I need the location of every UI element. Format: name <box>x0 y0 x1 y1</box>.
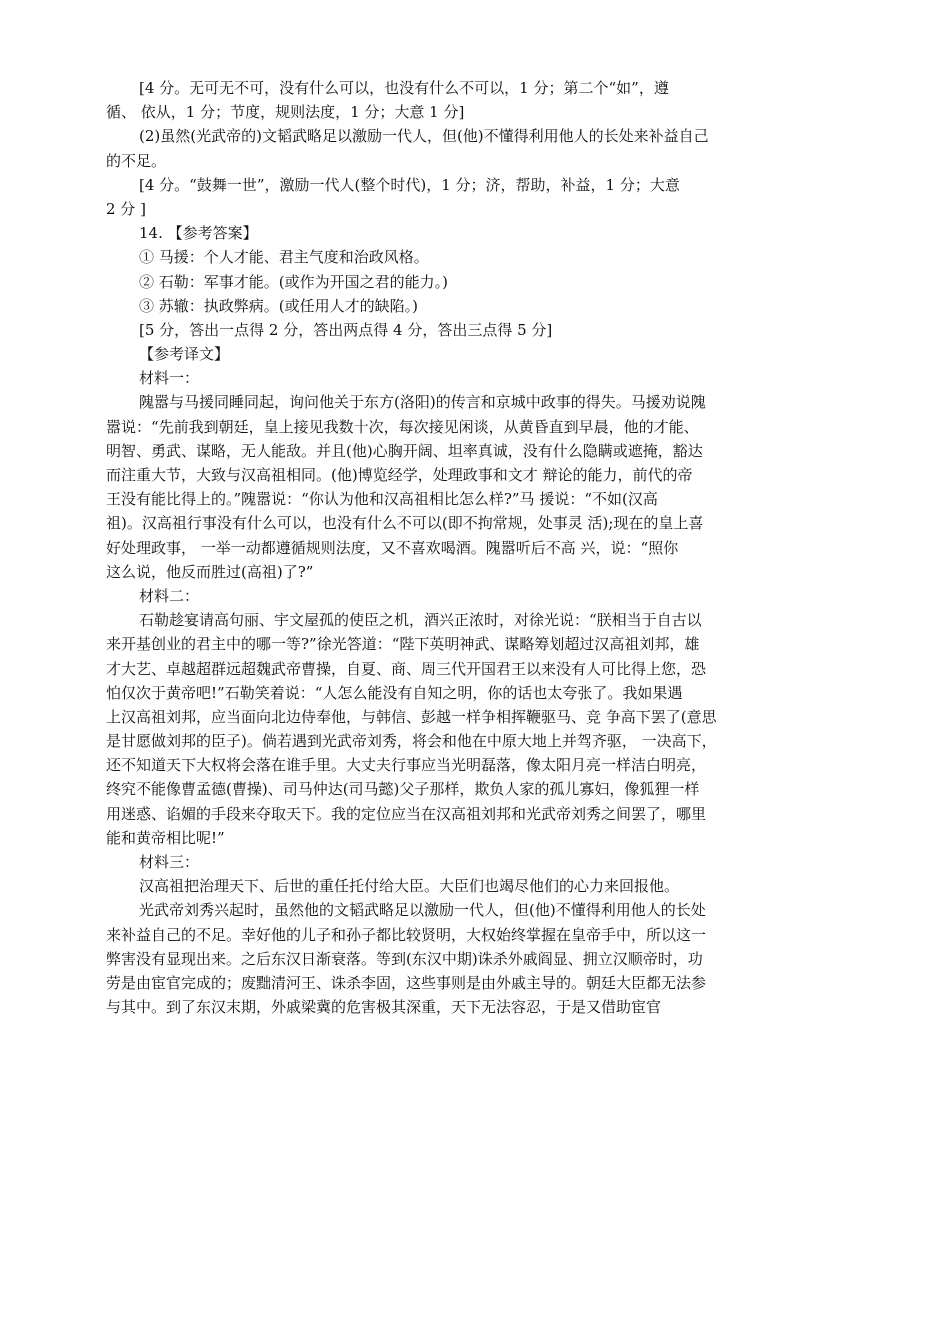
text-line: 而注重大节，大致与汉高祖相同。(他)博览经学，处理政事和文才 辩论的能力，前代的帝 <box>106 466 693 484</box>
text-line: 祖)。汉高祖行事没有什么可以，也没有什么不可以(即不拘常规，处事灵 活);现在的皇上喜 <box>106 514 704 533</box>
text-line: ② 石勒：军事才能。(或作为开国之君的能力。) <box>139 272 448 291</box>
text-line: 材料二： <box>139 586 200 605</box>
text-line: 嚣说：“先前我到朝廷，皇上接见我数十次，每次接见闲谈，从黄昏直到早晨，他的才能、 <box>106 417 699 436</box>
text-line: 是甘愿做刘邦的臣子)。倘若遇到光武帝刘秀，将会和他在中原大地上并驾齐驱， 一决高下， <box>106 732 717 751</box>
text-line: ① 马援：个人才能、君主气度和治政风格。 <box>139 248 429 267</box>
text-line: 上汉高祖刘邦，应当面向北边侍奉他，与韩信、彭越一样争相挥鞭驱马、竞 争高下罢了(意思 <box>106 707 717 726</box>
text-line: 循、 依从，1 分；节度，规则法度，1 分；大意 1 分] <box>106 103 465 122</box>
text-line: 才大艺、卓越超群远超魏武帝曹操，自夏、商、周三代开国君王以来没有人可比得上您，恐 <box>106 659 707 678</box>
text-line: 来补益自己的不足。幸好他的儿子和孙子都比较贤明，大权始终掌握在皇帝手中，所以这一 <box>106 925 707 944</box>
text-line: 光武帝刘秀兴起时，虽然他的文韬武略足以激励一代人，但(他)不懂得利用他人的长处 <box>139 901 706 920</box>
text-line: 的不足。 <box>106 151 167 170</box>
text-line: 弊害没有显现出来。之后东汉日渐衰落。等到(东汉中期)诛杀外戚阎显、拥立汉顺帝时，功 <box>106 949 703 968</box>
text-line: 隗嚣与马援同睡同起，询问他关于东方(洛阳)的传言和京城中政事的得失。马援劝说隗 <box>139 393 706 412</box>
text-line: [4 分。“鼓舞一世”，激励一代人(整个时代)，1 分；济，帮助，补益，1 分；大意 <box>139 175 680 194</box>
text-line: 还不知道天下大权将会落在谁手里。大丈夫行事应当光明磊落，像太阳月亮一样洁白明亮， <box>106 756 707 775</box>
text-line: 终究不能像曹孟德(曹操)、司马仲达(司马懿)父子那样，欺负人家的孤儿寡妇，像狐狸一样 <box>106 780 700 799</box>
text-line: 汉高祖把治理天下、后世的重任托付给大臣。大臣们也竭尽他们的心力来回报他。 <box>139 877 680 896</box>
text-line: 14. 【参考答案】 <box>139 224 258 243</box>
text-line: [4 分。无可无不可，没有什么可以，也没有什么不可以，1 分；第二个“如”，遵 <box>139 79 669 97</box>
text-line: 2 分 ] <box>106 199 146 218</box>
text-line: 劳是由宦官完成的；废黜清河王、诛杀李固，这些事则是由外戚主导的。朝廷大臣都无法参 <box>106 973 707 992</box>
text-line: 好处理政事， 一举一动都遵循规则法度，又不喜欢喝酒。隗嚣听后不高 兴，说：“照你 <box>106 538 679 557</box>
text-line: 这么说，他反而胜过(高祖)了?” <box>106 562 314 581</box>
text-line: 【参考译文】 <box>139 345 230 364</box>
text-line: ③ 苏辙：执政弊病。(或任用人才的缺陷。) <box>139 296 418 315</box>
text-line: 明智、勇武、谋略，无人能敌。并且(他)心胸开阔、坦率真诚，没有什么隐瞒或遮掩，豁达 <box>106 441 703 460</box>
text-line: 来开基创业的君主中的哪一等?”徐光答道：“陛下英明神武、谋略筹划超过汉高祖刘邦，雄 <box>106 635 700 654</box>
text-line: 王没有能比得上的。”隗嚣说：“你认为他和汉高祖相比怎么样?”马 援说：“不如(汉高 <box>106 490 658 509</box>
text-line: 能和黄帝相比呢!” <box>106 828 225 847</box>
text-line: 材料三： <box>139 853 200 871</box>
text-line: (2)虽然(光武帝的)文韬武略足以激励一代人，但(他)不懂得利用他人的长处来补益自己 <box>139 127 709 146</box>
text-line: 用迷惑、谄媚的手段来夺取天下。我的定位应当在汉高祖刘邦和光武帝刘秀之间罢了，哪里 <box>106 804 707 823</box>
text-line: 与其中。到了东汉末期，外戚梁冀的危害极其深重，天下无法容忍，于是又借助宦官 <box>106 998 662 1017</box>
text-line: 材料一： <box>139 369 200 388</box>
text-line: 石勒趁宴请高句丽、宇文屋孤的使臣之机，酒兴正浓时，对徐光说：“朕相当于自古以 <box>139 611 702 630</box>
text-line: [5 分，答出一点得 2 分，答出两点得 4 分，答出三点得 5 分] <box>139 320 553 339</box>
document-page <box>106 76 844 1019</box>
text-line: 怕仅次于黄帝吧!”石勒笑着说：“人怎么能没有自知之明，你的话也太夸张了。我如果遇 <box>106 683 683 702</box>
